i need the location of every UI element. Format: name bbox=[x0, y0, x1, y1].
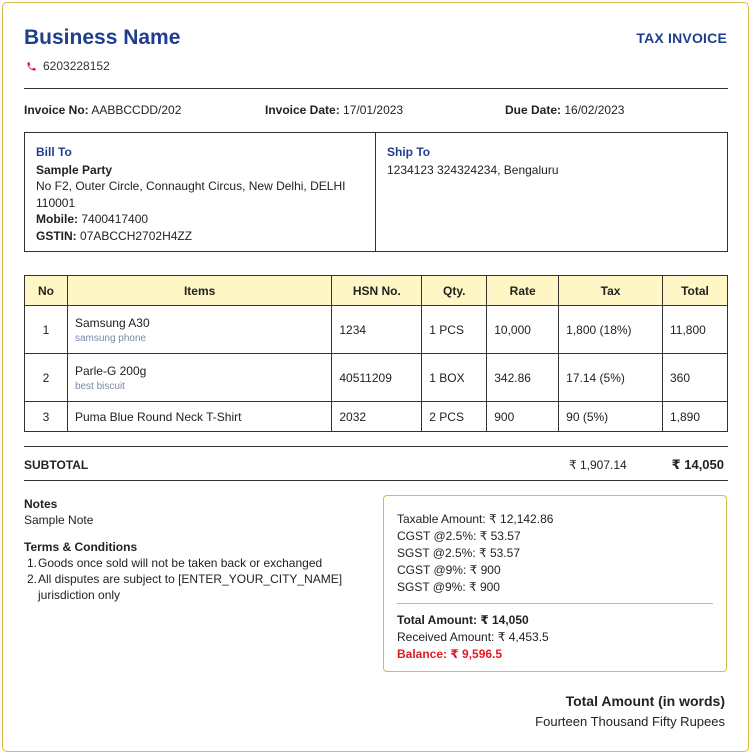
total-amount: Total Amount: ₹ 14,050 bbox=[397, 613, 529, 627]
item-name: Samsung A30 bbox=[74, 315, 150, 330]
column-header-no: No bbox=[25, 276, 68, 306]
due-date-label: Due Date: bbox=[505, 103, 562, 117]
bill-to-heading: Bill To bbox=[36, 145, 72, 159]
invoice-date bbox=[265, 103, 403, 117]
subtotal-bottom-divider bbox=[24, 480, 728, 481]
term-text-continuation: jurisdiction only bbox=[38, 588, 121, 602]
balance-amount: Balance: ₹ 9,596.5 bbox=[397, 647, 503, 661]
row-qty: 1 PCS bbox=[422, 306, 487, 354]
row-tax: 1,800 (18%) bbox=[559, 306, 663, 354]
total-in-words-value: Fourteen Thousand Fifty Rupees bbox=[535, 714, 725, 729]
column-header-hsn: HSN No. bbox=[332, 276, 422, 306]
item-description: best biscuit bbox=[74, 380, 125, 392]
invoice-date-label: Invoice Date: bbox=[265, 103, 340, 117]
list-item bbox=[24, 587, 364, 603]
notes-heading: Notes bbox=[24, 497, 58, 511]
row-item bbox=[67, 306, 331, 354]
table-row bbox=[25, 402, 728, 432]
item-name: Puma Blue Round Neck T-Shirt bbox=[74, 409, 242, 424]
taxable-amount: Taxable Amount: ₹ 12,142.86 bbox=[397, 512, 554, 526]
row-qty: 1 BOX bbox=[422, 354, 487, 402]
due-date bbox=[505, 103, 624, 117]
received-amount: Received Amount: ₹ 4,453.5 bbox=[397, 630, 549, 644]
terms-list bbox=[24, 555, 364, 603]
invoice-number bbox=[24, 103, 181, 117]
row-rate: 342.86 bbox=[487, 354, 559, 402]
due-date-value: 16/02/2023 bbox=[564, 103, 625, 117]
row-total: 360 bbox=[662, 354, 727, 402]
ship-to-heading: Ship To bbox=[387, 145, 431, 159]
row-item bbox=[67, 354, 331, 402]
gstin-label: GSTIN: bbox=[36, 228, 77, 243]
mobile-value: 7400417400 bbox=[81, 212, 149, 226]
total-in-words-label: Total Amount (in words) bbox=[565, 693, 725, 709]
tax-summary-box bbox=[383, 495, 727, 672]
bill-to-section bbox=[25, 133, 376, 251]
subtotal-tax: ₹ 1,907.14 bbox=[569, 458, 627, 472]
ship-to-address: 1234123 324324234, Bengaluru bbox=[387, 162, 559, 177]
row-item bbox=[67, 402, 331, 432]
subtotal-label: SUBTOTAL bbox=[24, 458, 89, 472]
ship-to-section bbox=[376, 133, 727, 251]
phone-row bbox=[26, 59, 110, 73]
row-total: 11,800 bbox=[662, 306, 727, 354]
gstin-value: 07ABCCH2702H4ZZ bbox=[80, 228, 193, 243]
item-description: samsung phone bbox=[74, 332, 147, 344]
invoice-number-value: AABBCCDD/202 bbox=[91, 103, 182, 117]
table-row bbox=[25, 354, 728, 402]
bill-to-address-line1: No F2, Outer Circle, Connaught Circus, New Delhi, DELHI bbox=[36, 179, 346, 193]
list-item bbox=[24, 571, 364, 587]
row-hsn: 2032 bbox=[332, 402, 422, 432]
column-header-qty: Qty. bbox=[422, 276, 487, 306]
table-row bbox=[25, 306, 728, 354]
row-rate: 10,000 bbox=[487, 306, 559, 354]
item-name: Parle-G 200g bbox=[74, 363, 147, 378]
row-rate: 900 bbox=[487, 402, 559, 432]
row-hsn: 1234 bbox=[332, 306, 422, 354]
invoice-number-label: Invoice No: bbox=[24, 103, 89, 117]
notes-text: Sample Note bbox=[24, 513, 94, 527]
sgst-9: SGST @9%: ₹ 900 bbox=[397, 580, 500, 594]
row-no: 1 bbox=[25, 306, 68, 354]
items-table bbox=[24, 275, 728, 432]
bill-to-mobile bbox=[36, 211, 364, 228]
term-number: 2. bbox=[27, 572, 38, 586]
phone-icon bbox=[26, 61, 37, 72]
term-number: 1. bbox=[27, 556, 38, 570]
cgst-9: CGST @9%: ₹ 900 bbox=[397, 563, 501, 577]
row-tax: 17.14 (5%) bbox=[559, 354, 663, 402]
sgst-2-5: SGST @2.5%: ₹ 53.57 bbox=[397, 546, 520, 560]
row-qty: 2 PCS bbox=[422, 402, 487, 432]
term-text: Goods once sold will not be taken back or exchanged bbox=[38, 556, 323, 570]
bill-to-name: Sample Party bbox=[36, 162, 113, 177]
address-box bbox=[24, 132, 728, 252]
row-no: 2 bbox=[25, 354, 68, 402]
bill-to-address-line2: 110001 bbox=[36, 195, 76, 210]
row-total: 1,890 bbox=[662, 402, 727, 432]
cgst-2-5: CGST @2.5%: ₹ 53.57 bbox=[397, 529, 521, 543]
term-text: All disputes are subject to [ENTER_YOUR_CITY_NAME] bbox=[38, 572, 343, 586]
row-hsn: 40511209 bbox=[332, 354, 422, 402]
column-header-total: Total bbox=[662, 276, 727, 306]
phone-number: 6203228152 bbox=[43, 59, 110, 73]
column-header-items: Items bbox=[67, 276, 331, 306]
items-header-row bbox=[25, 276, 728, 306]
list-item bbox=[24, 555, 364, 571]
row-no: 3 bbox=[25, 402, 68, 432]
mobile-label: Mobile: bbox=[36, 212, 78, 226]
subtotal-divider bbox=[24, 446, 728, 447]
row-tax: 90 (5%) bbox=[559, 402, 663, 432]
notes-section bbox=[24, 496, 364, 603]
terms-heading: Terms & Conditions bbox=[24, 540, 138, 554]
business-name: Business Name bbox=[24, 26, 181, 49]
subtotal-total: ₹ 14,050 bbox=[671, 457, 724, 472]
column-header-rate: Rate bbox=[487, 276, 559, 306]
invoice-date-value: 17/01/2023 bbox=[343, 103, 404, 117]
summary-divider bbox=[397, 603, 713, 604]
invoice-page bbox=[2, 2, 749, 752]
bill-to-gstin bbox=[36, 228, 364, 245]
header-divider bbox=[24, 88, 728, 89]
column-header-tax: Tax bbox=[559, 276, 663, 306]
document-title: TAX INVOICE bbox=[636, 30, 727, 46]
